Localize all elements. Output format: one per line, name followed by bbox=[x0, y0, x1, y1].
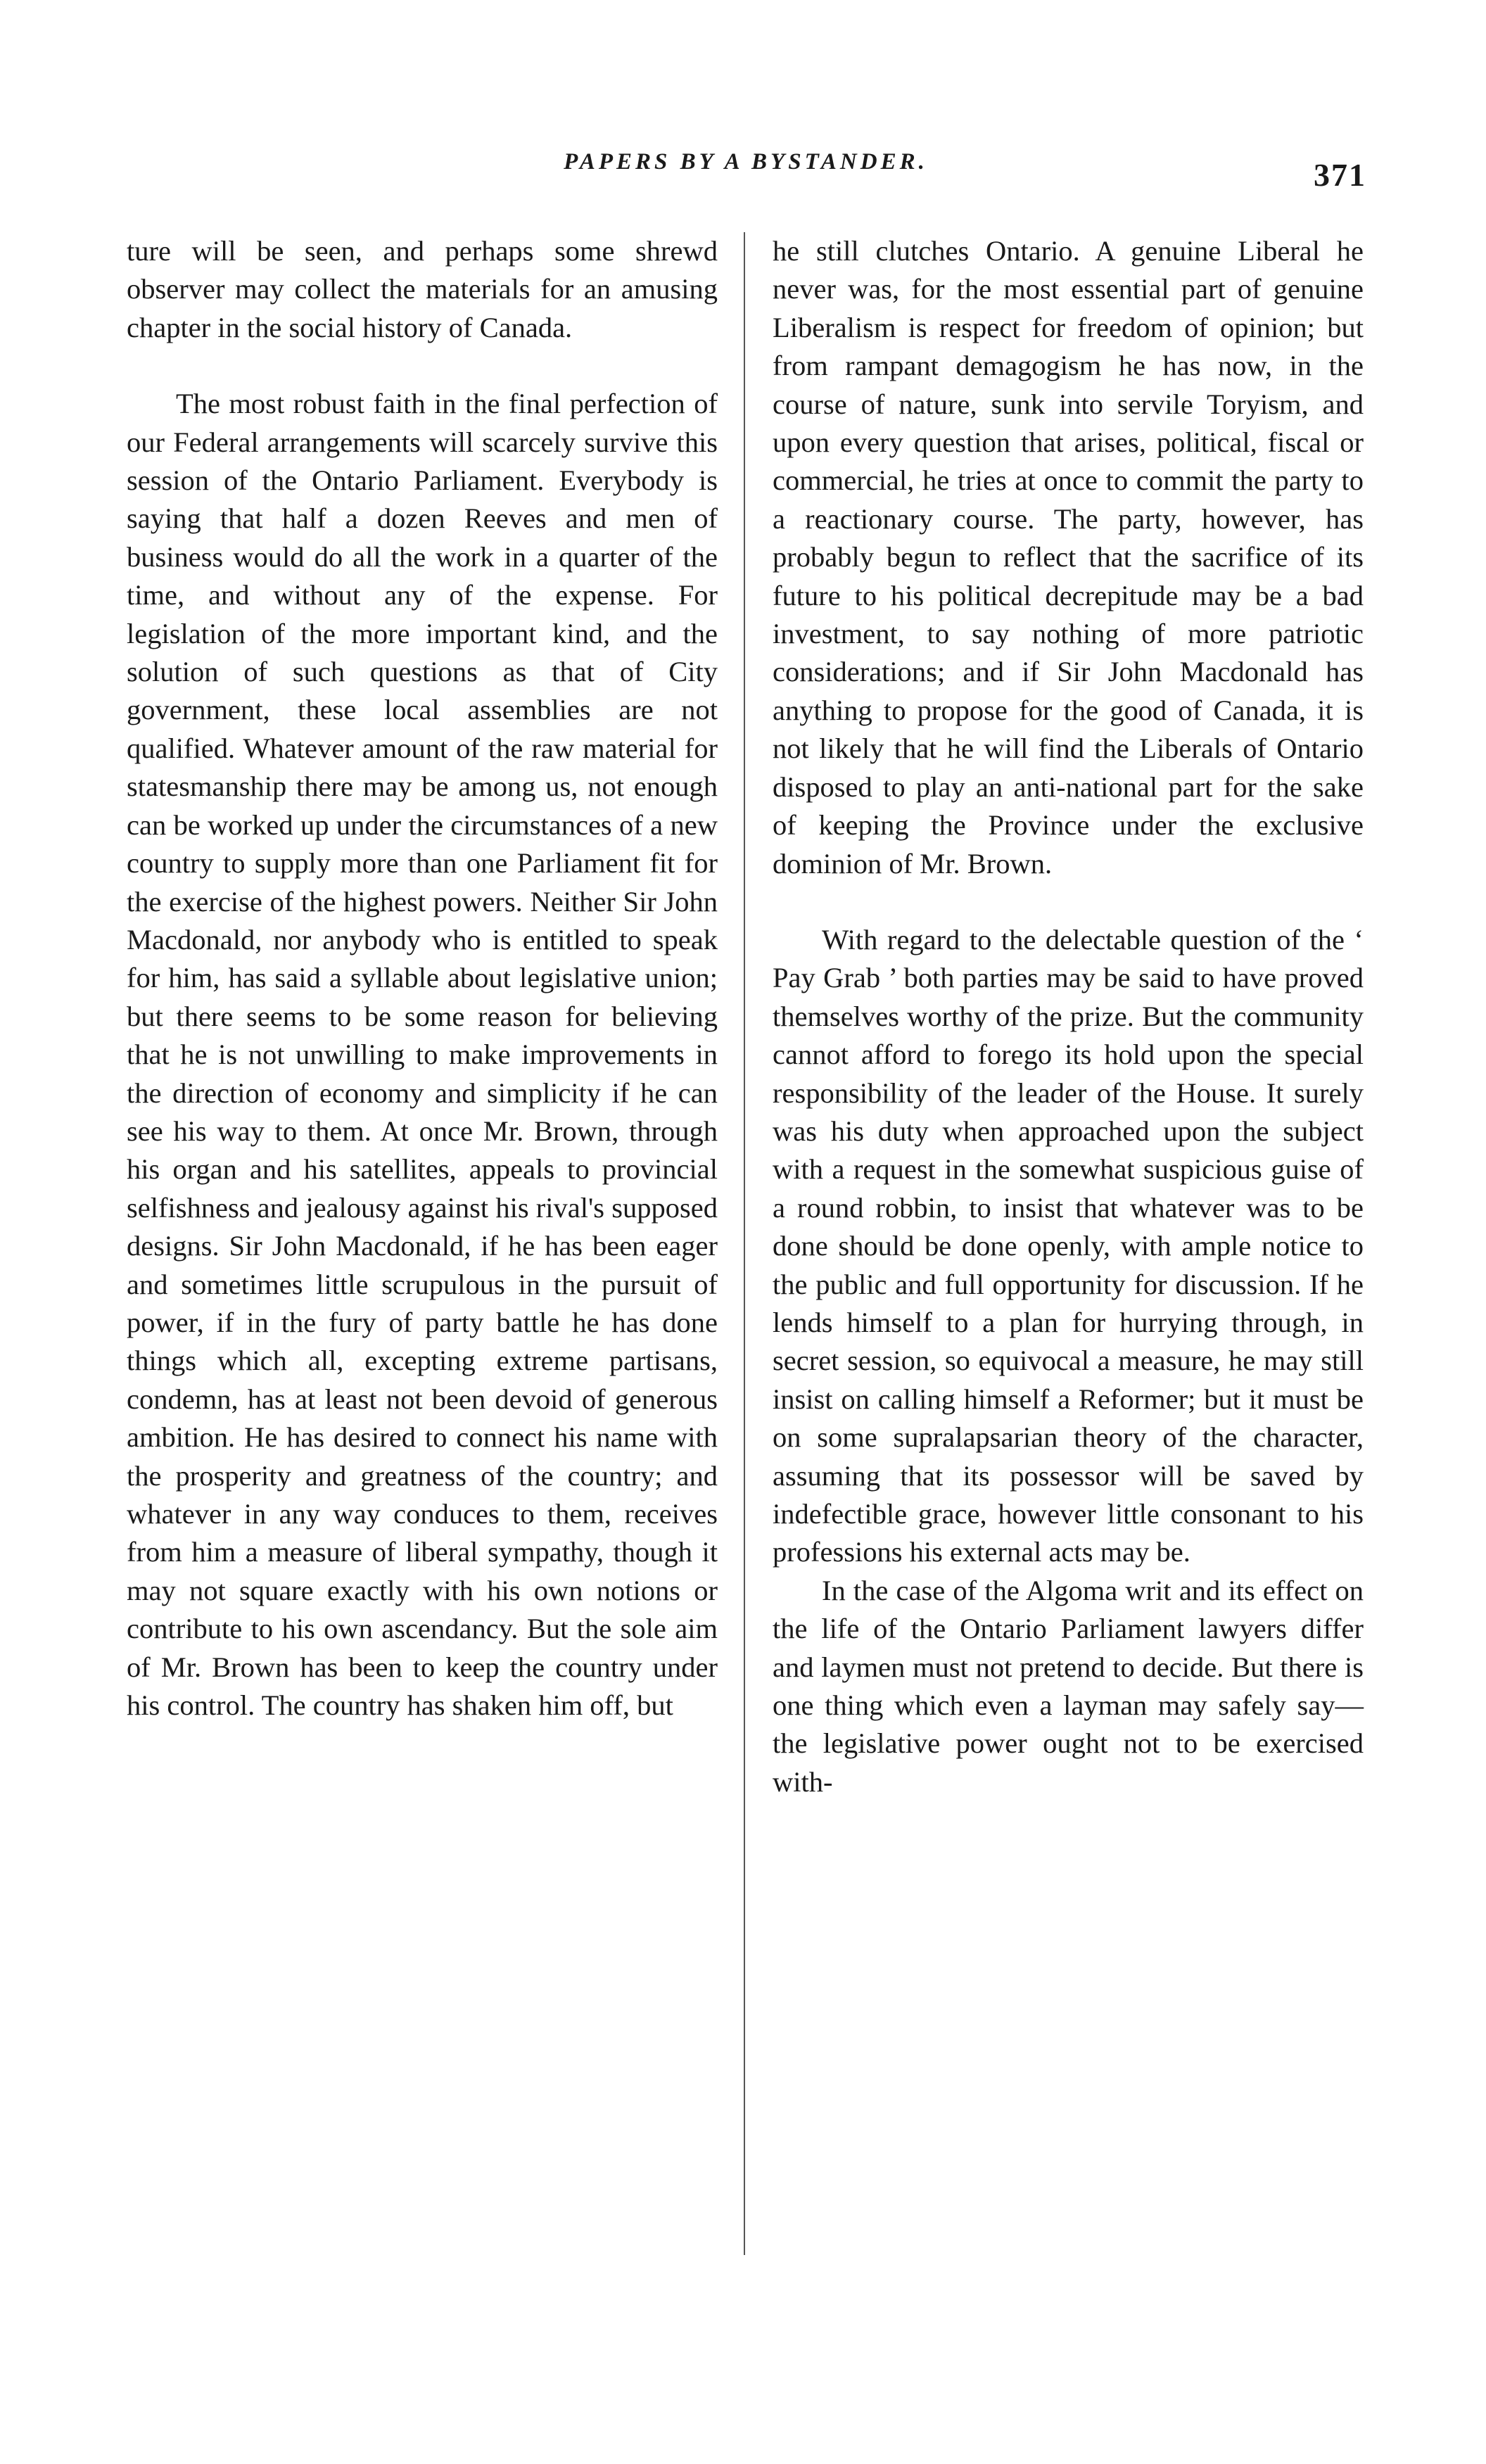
column-divider bbox=[744, 232, 745, 2255]
paragraph-gap bbox=[127, 347, 718, 385]
right-paragraph-3: In the case of the Algoma writ and its effect on the life of the Ontario Parliament lawyers differ and laymen must not pretend to decide. But there is one thing which even a layman may safely say—the legislative power ought not to be exercised with- bbox=[773, 1574, 1364, 1798]
right-paragraph-2: With regard to the delectable question of the ‘ Pay Grab ’ both parties may be said to have proved themselves worthy of the prize. But the community cannot afford to forego its hold upon the special responsibility of the leader of the House. It surely was his duty when approached upon the subject with a request in the somewhat suspicious guise of a round robbin, to insist that whatever was to be done should be done openly, with ample notice to the public and full opportunity for discussion. If he lends himself to a plan for hurrying through, in secret session, so equivocal a measure, he may still insist on calling himself a Reformer; but it must be on some supralapsarian theory of the character, assuming that its possessor will be saved by indefectible grace, however little consonant to his professions his external acts may be. bbox=[773, 923, 1364, 1568]
running-title: PAPERS BY A BYSTANDER. bbox=[564, 149, 928, 174]
left-paragraph-2: The most robust faith in the final perfection of our Federal arrangements will scarcely survive this session of the Ontario Parliament. Everybody is saying that half a dozen Reeves and men of business would do all the work in a quarter of the time, and without any of the expense. For legislation of the more important kind, and the solution of such questions as that of City government, these local assemblies are not qualified. Whatever amount of the raw material for statesmanship there may be among us, not enough can be worked up under the circumstances of a new country to supply more than one Parliament fit for the exercise of the highest powers. Neither Sir John Macdonald, nor anybody who is entitled to speak for him, has said a syllable about legislative union; but there seems to be some reason for believing that he is not unwilling to make improvements in the direction of economy and simplicity if he can see his way to them. At once Mr. Brown, through his organ and his satellites, appeals to provincial selfishness and jealousy against his rival's supposed designs. Sir John Macdonald, if he has been eager and sometimes little scrupulous in the pursuit of power, if in the fury of party battle he has done things which all, excepting extreme partisans, condemn, has at least not been devoid of generous ambition. He has desired to connect his name with the prosperity and greatness of the country; and whatever in any way conduces to them, receives from him a measure of liberal sympathy, though it may not square exactly with his own notions or contribute to his own ascendancy. But the sole aim of Mr. Brown has been to keep the country under his control. The country has shaken him off, but bbox=[127, 388, 718, 1722]
page-number: 371 bbox=[1314, 157, 1366, 193]
left-paragraph-1: ture will be seen, and perhaps some shrewd observer may collect the materials for an amusing chapter in the social history of Canada. bbox=[127, 235, 718, 343]
paragraph-gap bbox=[773, 883, 1364, 921]
right-paragraph-1: he still clutches Ontario. A genuine Liberal he never was, for the most essential part of genuine Liberalism is respect for freedom of opinion; but from rampant demagogism he has now, in the course of nature, sunk into servile Toryism, and upon every question that arises, political, fiscal or commercial, he tries at once to commit the party to a reactionary course. The party, however, has probably begun to reflect that the sacrifice of its future to his political decrepitude may be a bad investment, to say nothing of more patriotic considerations; and if Sir John Macdonald has anything to propose for the good of Canada, it is not likely that he will find the Liberals of Ontario disposed to play an anti-national part for the sake of keeping the Province under the exclusive dominion of Mr. Brown. bbox=[773, 235, 1364, 879]
right-column bbox=[773, 232, 1364, 1801]
left-column bbox=[127, 232, 718, 1725]
